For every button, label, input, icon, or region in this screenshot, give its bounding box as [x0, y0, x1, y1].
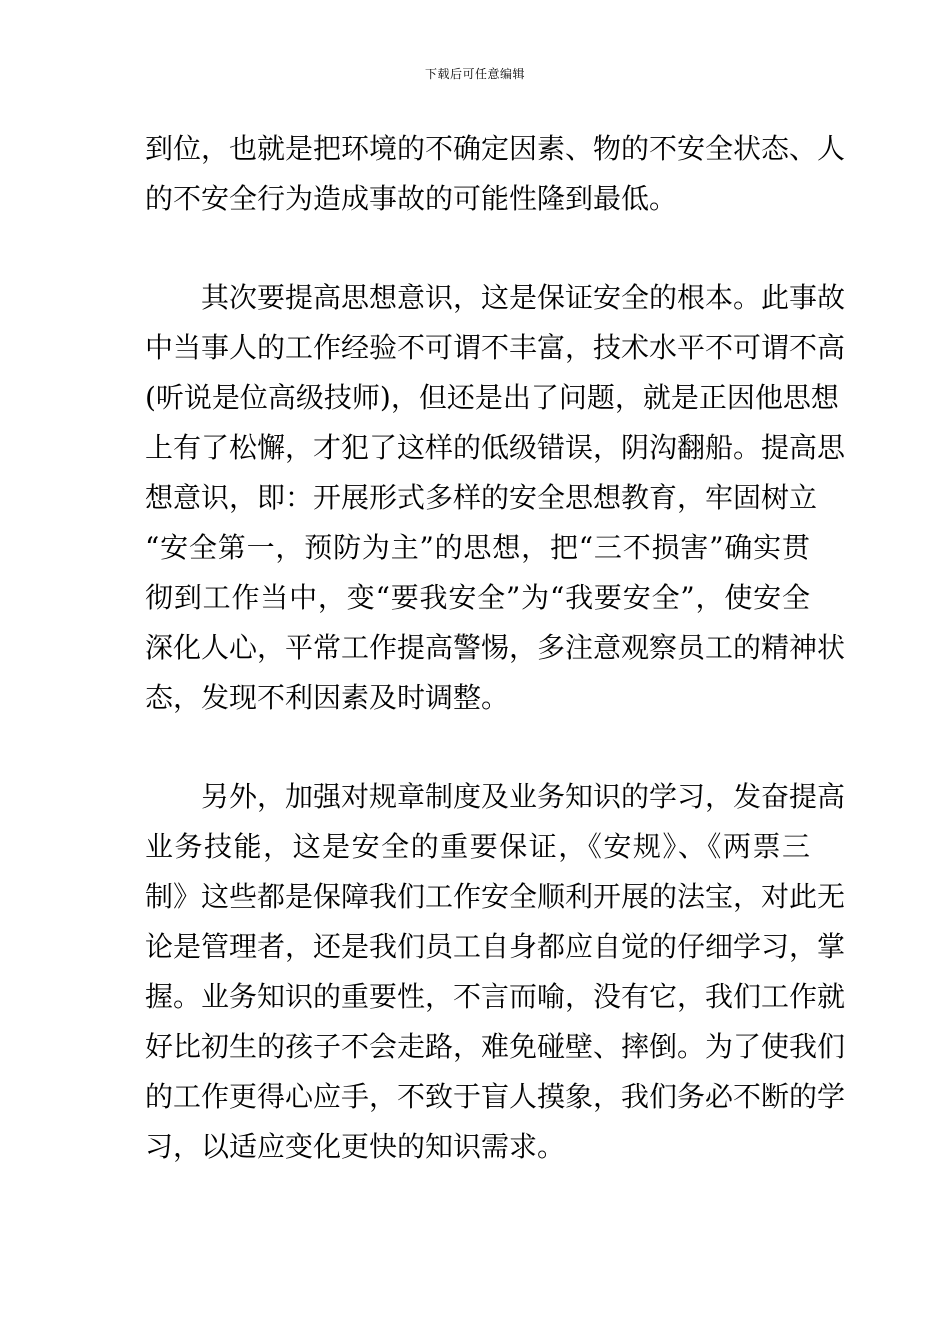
page-header: 下载后可任意编辑: [424, 67, 525, 81]
text-line: 握。业务知识的重要性，不言而喻，没有它，我们工作就: [145, 980, 846, 1013]
text-line: 态，发现不利因素及时调整。: [145, 681, 510, 714]
text-line: 的不安全行为造成事故的可能性隆到最低。: [145, 182, 678, 215]
text-line: 到位，也就是把环境的不确定因素、物的不安全状态、人: [145, 132, 846, 165]
text-line: 论是管理者，还是我们员工自身都应自觉的仔细学习，掌: [145, 930, 846, 963]
text-line: 深化人心，平常工作提高警惕，多注意观察员工的精神状: [145, 631, 846, 664]
text-line: 好比初生的孩子不会走路，难免碰壁、摔倒。为了使我们: [145, 1030, 846, 1063]
text-line: 彻到工作当中，变“要我安全”为“我要安全”，使安全: [145, 581, 810, 614]
text-line: 习，以适应变化更快的知识需求。: [145, 1130, 566, 1163]
text-line: 上有了松懈，才犯了这样的低级错误，阴沟翻船。提高思: [145, 431, 846, 464]
text-line: 另外，加强对规章制度及业务知识的学习，发奋提高: [145, 780, 846, 813]
text-line: 业务技能，这是安全的重要保证，《安规》、《两票三: [145, 830, 810, 863]
text-line: 想意识，即：开展形式多样的安全思想教育，牢固树立: [145, 481, 818, 514]
text-line: (听说是位高级技师)，但还是出了问题，就是正因他思想: [145, 381, 839, 414]
text-line: 中当事人的工作经验不可谓不丰富，技术水平不可谓不高: [145, 331, 846, 364]
text-line: “安全第一，预防为主”的思想，把“三不损害”确实贯: [145, 531, 810, 564]
text-line: 的工作更得心应手，不致于盲人摸象，我们务必不断的学: [145, 1080, 846, 1113]
text-line: 其次要提高思想意识，这是保证安全的根本。此事故: [145, 281, 846, 314]
text-line: 制》这些都是保障我们工作安全顺利开展的法宝，对此无: [145, 880, 846, 913]
